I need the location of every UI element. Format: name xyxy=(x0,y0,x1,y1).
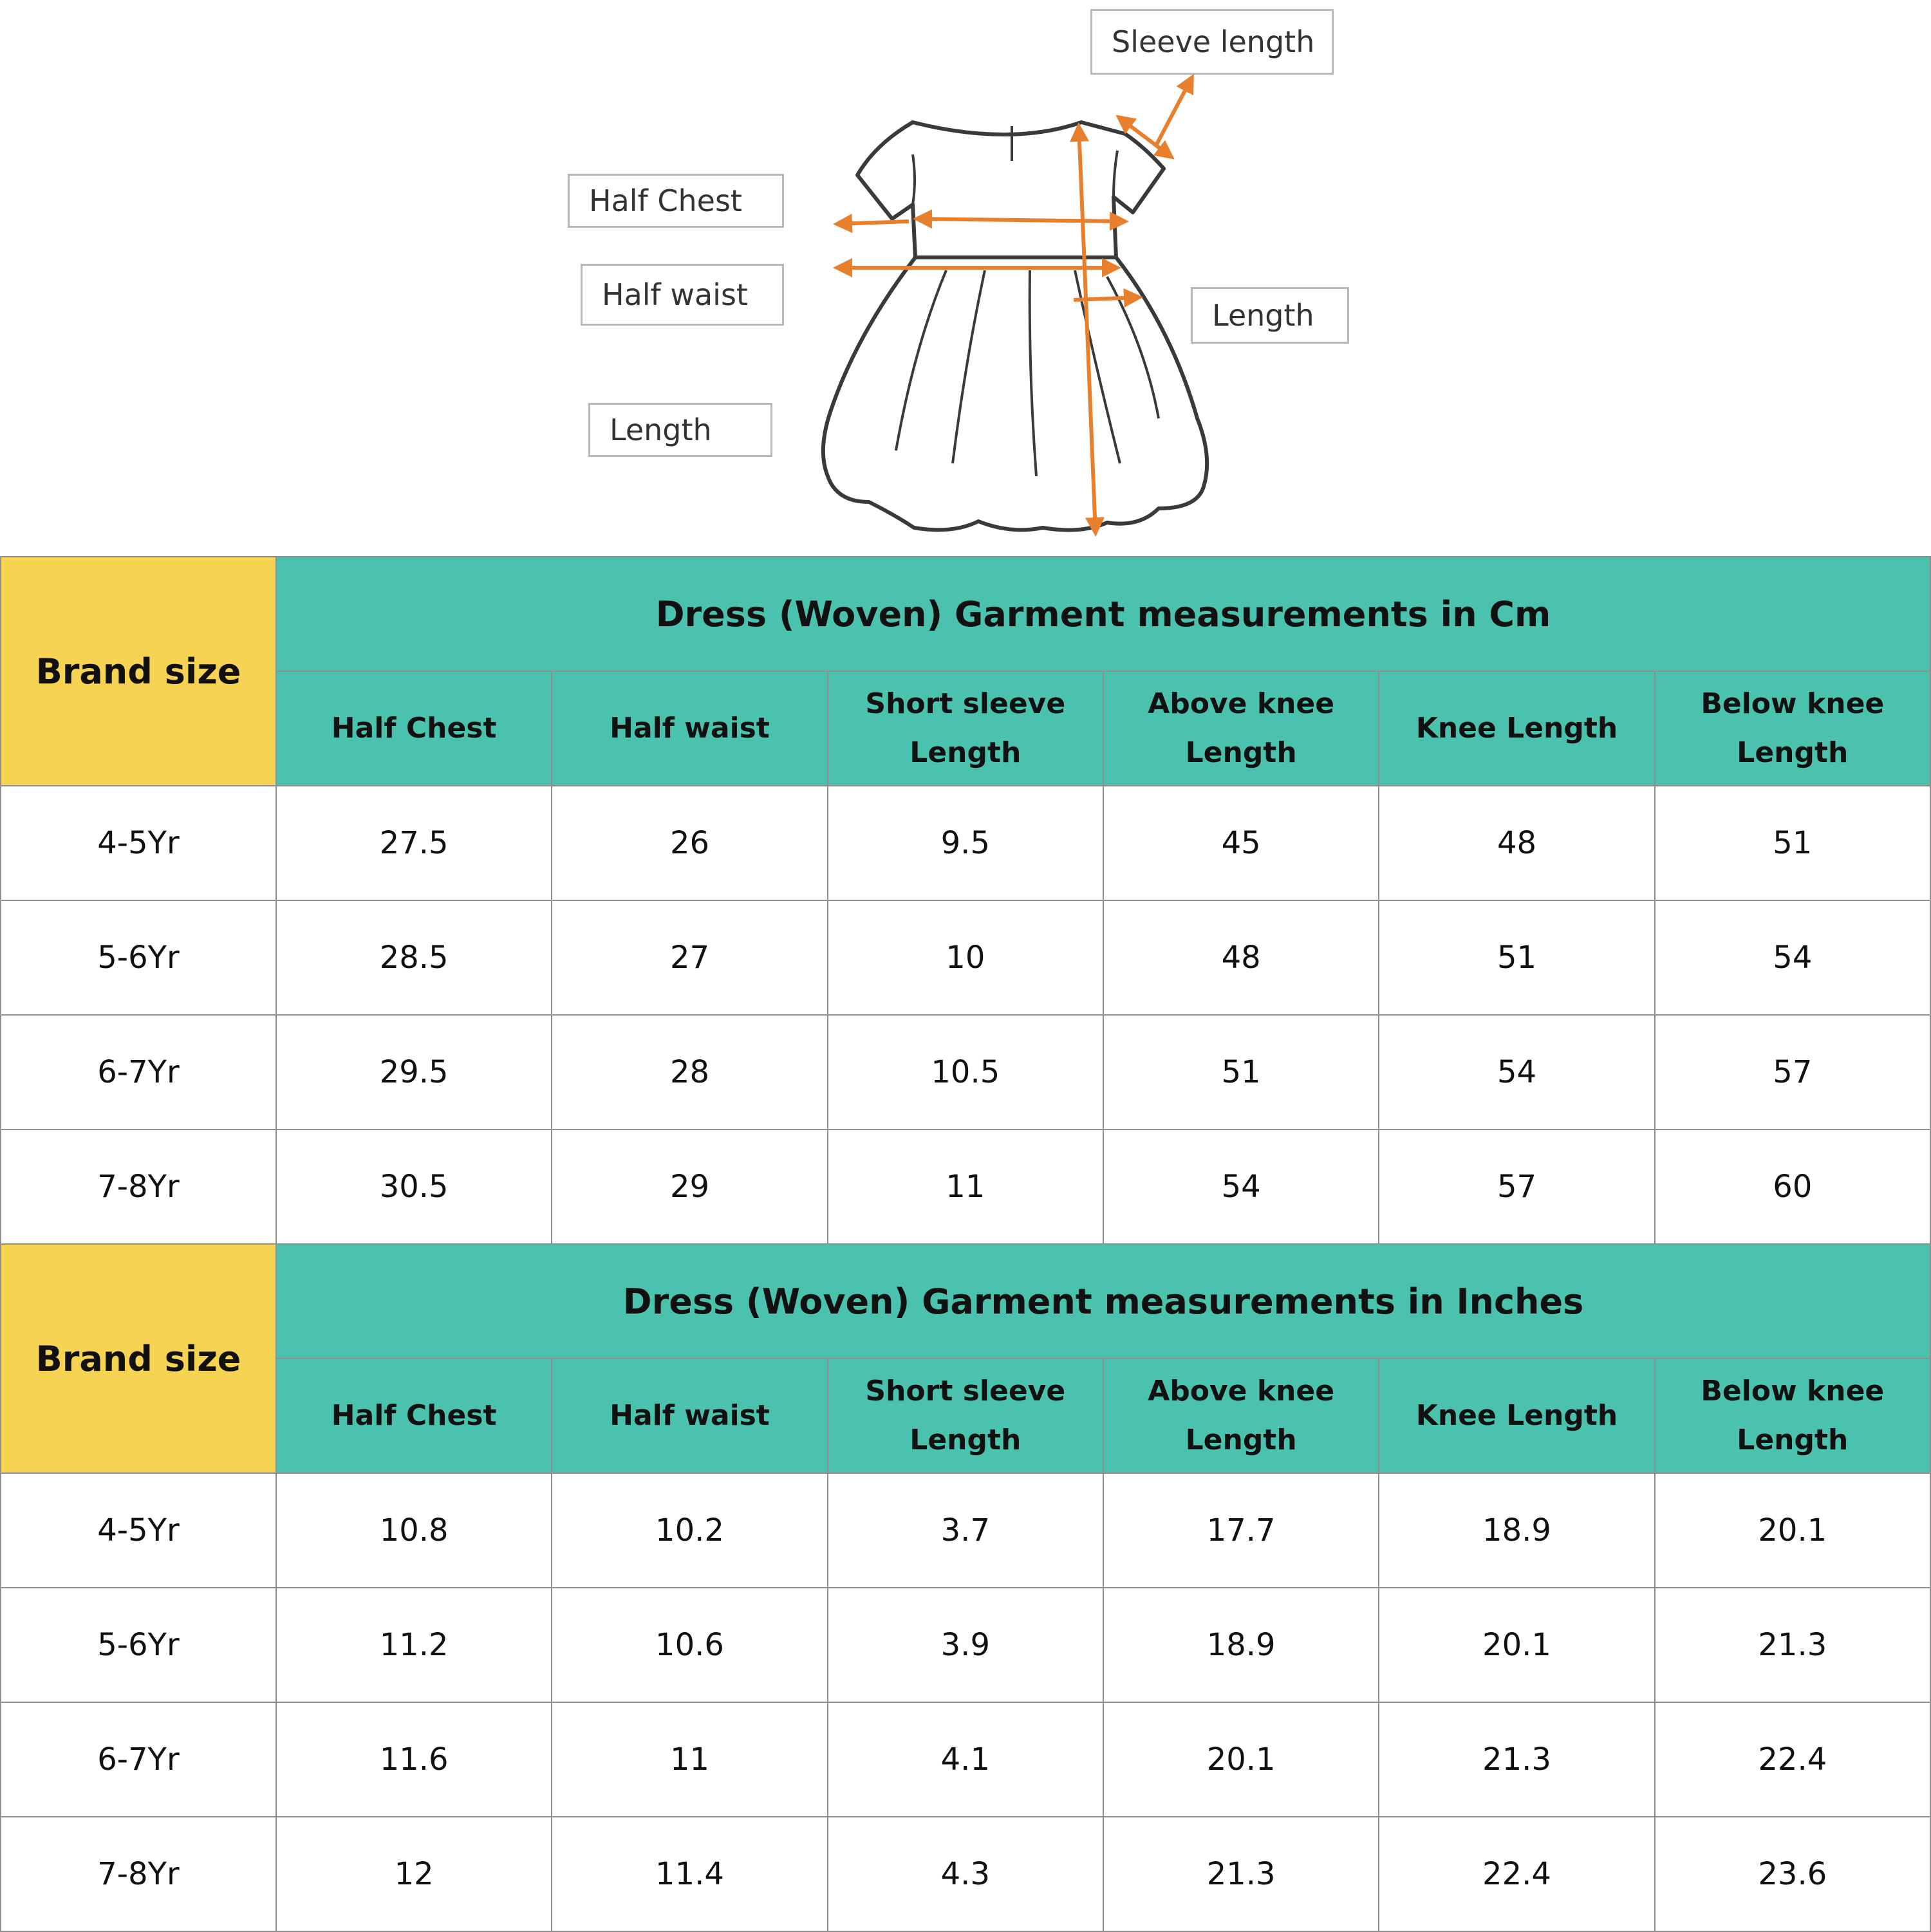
column-header-line: Short sleeve xyxy=(865,1375,1066,1407)
table-body xyxy=(1,786,1930,1244)
column-header-line: Above knee xyxy=(1148,687,1335,720)
measurement-cell: 18.9 xyxy=(1103,1588,1379,1702)
table-body xyxy=(1,1473,1930,1931)
size-cell: 4-5Yr xyxy=(1,786,276,900)
dress-illustration xyxy=(0,0,1931,555)
measurement-cell: 54 xyxy=(1103,1129,1379,1244)
column-header-line: Knee Length xyxy=(1415,1399,1618,1432)
column-header-line: Length xyxy=(1185,1424,1297,1456)
measurement-cell: 54 xyxy=(1379,1015,1654,1129)
measurement-cell: 10.5 xyxy=(828,1015,1103,1129)
measurement-cell: 28.5 xyxy=(276,900,552,1015)
column-header xyxy=(828,671,1103,786)
measurement-cell: 48 xyxy=(1379,786,1654,900)
length-label-right: Length xyxy=(1191,287,1349,344)
dress-outline xyxy=(823,122,1207,530)
half-waist-label: Half waist xyxy=(581,264,784,326)
measurement-cell: 48 xyxy=(1103,900,1379,1015)
measurement-cell: 21.3 xyxy=(1103,1817,1379,1931)
measurement-cell: 3.9 xyxy=(828,1588,1103,1702)
measurement-cell: 23.6 xyxy=(1655,1817,1930,1931)
measurement-cell: 51 xyxy=(1655,786,1930,900)
measurement-cell: 10 xyxy=(828,900,1103,1015)
column-header-line: Knee Length xyxy=(1415,712,1618,745)
column-header-line: Above knee xyxy=(1148,1375,1335,1407)
measurement-cell: 45 xyxy=(1103,786,1379,900)
size-cell: 6-7Yr xyxy=(1,1702,276,1817)
column-header xyxy=(828,1359,1103,1473)
measurement-cell: 18.9 xyxy=(1379,1473,1654,1588)
measurement-cell: 30.5 xyxy=(276,1129,552,1244)
size-table-inches xyxy=(0,1243,1931,1932)
column-header-line: Below knee xyxy=(1701,687,1885,720)
measurement-cell: 29 xyxy=(552,1129,827,1244)
size-cell: 5-6Yr xyxy=(1,900,276,1015)
measurement-cell: 60 xyxy=(1655,1129,1930,1244)
size-cell: 7-8Yr xyxy=(1,1817,276,1931)
column-header xyxy=(1655,1359,1930,1473)
measurement-cell: 28 xyxy=(552,1015,827,1129)
column-header-line: Length xyxy=(1185,736,1297,769)
column-header-line: Length xyxy=(910,1424,1021,1456)
measurement-cell: 10.8 xyxy=(276,1473,552,1588)
measurement-cell: 11.2 xyxy=(276,1588,552,1702)
measurement-cell: 11 xyxy=(552,1702,827,1817)
table-row xyxy=(1,1817,1930,1931)
table-row xyxy=(1,1473,1930,1588)
size-cell: 4-5Yr xyxy=(1,1473,276,1588)
column-header xyxy=(1379,671,1654,786)
measurement-cell: 10.2 xyxy=(552,1473,827,1588)
measurement-cell: 11 xyxy=(828,1129,1103,1244)
column-header-row xyxy=(1,671,1930,786)
size-cell: 7-8Yr xyxy=(1,1129,276,1244)
measurement-cell: 51 xyxy=(1103,1015,1379,1129)
column-header-line: Half waist xyxy=(610,712,770,745)
table-row xyxy=(1,1015,1930,1129)
column-header-line: Below knee xyxy=(1701,1375,1885,1407)
column-header xyxy=(1379,1359,1654,1473)
brand-size-header: Brand size xyxy=(1,557,276,786)
table-title: Dress (Woven) Garment measurements in Cm xyxy=(276,557,1930,671)
measurement-cell: 3.7 xyxy=(828,1473,1103,1588)
column-header xyxy=(1655,671,1930,786)
table-row xyxy=(1,900,1930,1015)
measurement-cell: 12 xyxy=(276,1817,552,1931)
measurement-cell: 4.1 xyxy=(828,1702,1103,1817)
column-header-line: Length xyxy=(1737,736,1849,769)
column-header-line: Length xyxy=(910,736,1021,769)
measurement-cell: 17.7 xyxy=(1103,1473,1379,1588)
column-header-line: Short sleeve xyxy=(865,687,1066,720)
column-header-row xyxy=(1,1359,1930,1473)
measurement-cell: 57 xyxy=(1655,1015,1930,1129)
column-header xyxy=(552,671,827,786)
measurement-cell: 20.1 xyxy=(1379,1588,1654,1702)
measurement-cell: 54 xyxy=(1655,900,1930,1015)
measurement-cell: 21.3 xyxy=(1379,1702,1654,1817)
measurement-cell: 20.1 xyxy=(1103,1702,1379,1817)
measurement-cell: 57 xyxy=(1379,1129,1654,1244)
half-chest-label: Half Chest xyxy=(568,174,784,228)
length-label-left: Length xyxy=(588,403,772,457)
measurement-cell: 29.5 xyxy=(276,1015,552,1129)
column-header-line: Half Chest xyxy=(331,1399,497,1432)
table-row xyxy=(1,1129,1930,1244)
size-cell: 6-7Yr xyxy=(1,1015,276,1129)
measurement-cell: 20.1 xyxy=(1655,1473,1930,1588)
table-row xyxy=(1,786,1930,900)
column-header xyxy=(552,1359,827,1473)
measurement-cell: 11.4 xyxy=(552,1817,827,1931)
dress-diagram xyxy=(0,0,1931,555)
column-header-line: Half Chest xyxy=(331,712,497,745)
column-header xyxy=(1103,671,1379,786)
measurement-cell: 26 xyxy=(552,786,827,900)
measurement-cell: 4.3 xyxy=(828,1817,1103,1931)
measurement-cell: 21.3 xyxy=(1655,1588,1930,1702)
column-header-line: Half waist xyxy=(610,1399,770,1432)
size-cell: 5-6Yr xyxy=(1,1588,276,1702)
measurement-cell: 27.5 xyxy=(276,786,552,900)
brand-size-header: Brand size xyxy=(1,1244,276,1473)
measurement-cell: 22.4 xyxy=(1379,1817,1654,1931)
column-header-line: Length xyxy=(1737,1424,1849,1456)
measurement-cell: 27 xyxy=(552,900,827,1015)
size-table-cm xyxy=(0,556,1931,1245)
measurement-cell: 9.5 xyxy=(828,786,1103,900)
column-header xyxy=(276,671,552,786)
measurement-cell: 22.4 xyxy=(1655,1702,1930,1817)
column-header xyxy=(1103,1359,1379,1473)
table-title: Dress (Woven) Garment measurements in Inches xyxy=(276,1244,1930,1359)
measurement-cell: 10.6 xyxy=(552,1588,827,1702)
table-row xyxy=(1,1588,1930,1702)
measurement-cell: 51 xyxy=(1379,900,1654,1015)
table-row xyxy=(1,1702,1930,1817)
sleeve-length-label: Sleeve length xyxy=(1090,9,1334,75)
column-header xyxy=(276,1359,552,1473)
measurement-cell: 11.6 xyxy=(276,1702,552,1817)
